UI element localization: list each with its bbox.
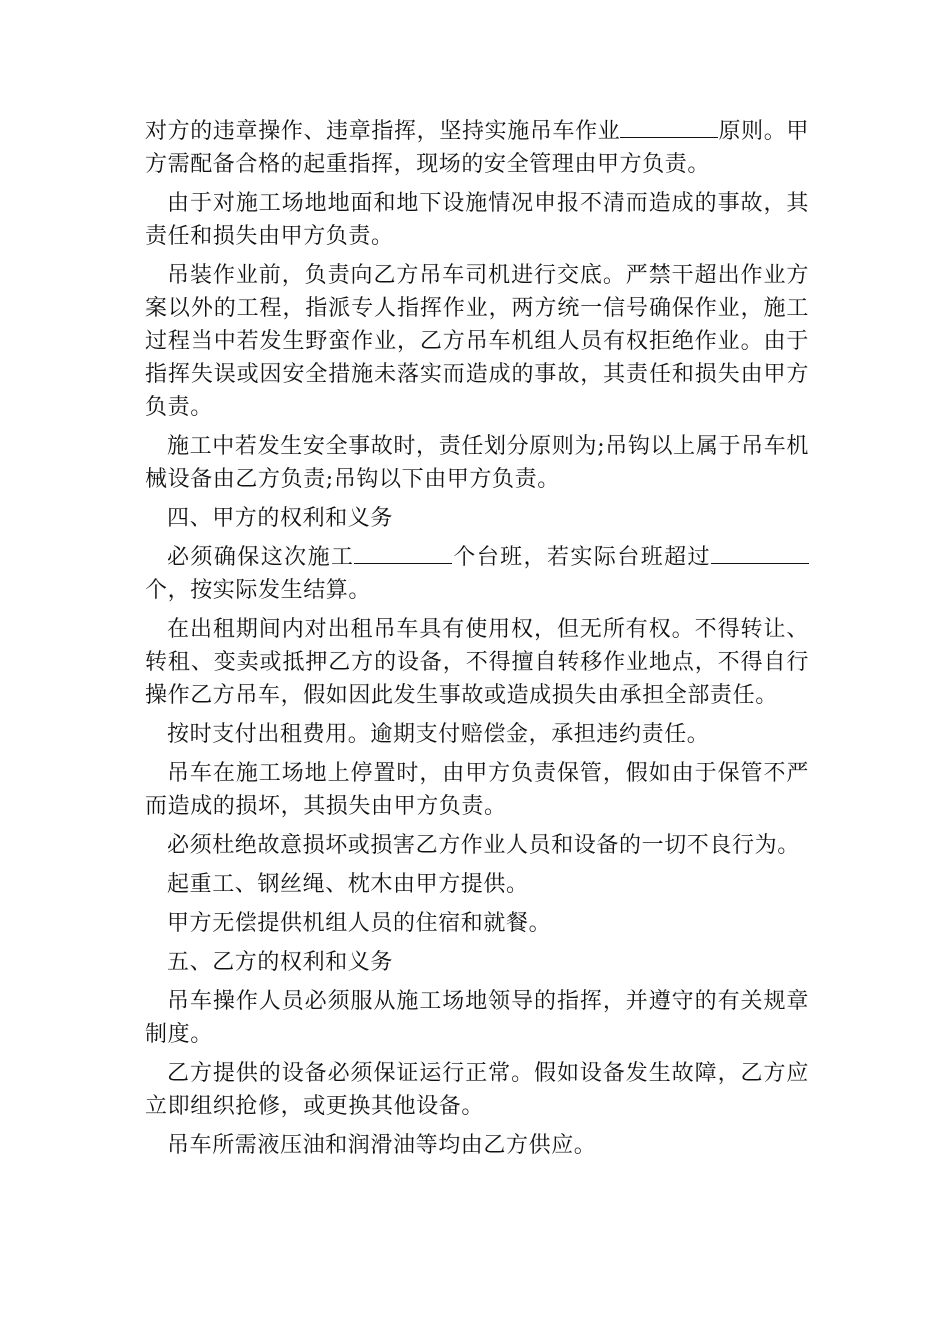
document-body: [145, 115, 809, 1168]
section-heading: 五、乙方的权利和义务: [167, 950, 394, 975]
paragraph: 吊车在施工场地上停置时，由甲方负责保管，假如由于保管不严而造成的损坏，其损失由甲方负责。: [145, 761, 809, 819]
paragraph-text: 必须确保这次施工: [167, 545, 355, 570]
paragraph: [145, 115, 809, 181]
paragraph: [145, 541, 809, 607]
paragraph-text: 对方的违章操作、违章指挥，坚持实施吊车作业: [145, 119, 621, 144]
paragraph: 按时支付出租费用。逾期支付赔偿金，承担违约责任。: [167, 722, 710, 747]
paragraph-text: 个，按实际发生结算。: [145, 578, 372, 603]
paragraph: 必须杜绝故意损坏或损害乙方作业人员和设备的一切不良行为。: [167, 833, 800, 858]
fill-in-blank: [620, 115, 718, 138]
paragraph: 乙方提供的设备必须保证运行正常。假如设备发生故障，乙方应立即组织抢修，或更换其他设备。: [145, 1061, 809, 1119]
fill-in-blank: [354, 541, 452, 564]
paragraph: 吊车操作人员必须服从施工场地领导的指挥，并遵守的有关规章制度。: [145, 989, 809, 1047]
paragraph: 在出租期间内对出租吊车具有使用权，但无所有权。不得转让、转租、变卖或抵押乙方的设备，不得擅自转移作业地点，不得自行操作乙方吊车，假如因此发生事故或造成损失由承担全部责任。: [145, 617, 809, 708]
paragraph-text: 原则。甲方需配备合格的起重指挥，现场的安全管理由甲方负责。: [145, 119, 809, 177]
paragraph: 甲方无偿提供机组人员的住宿和就餐。: [167, 911, 552, 936]
paragraph: 起重工、钢丝绳、枕木由甲方提供。: [167, 872, 529, 897]
paragraph-text: 个台班，若实际台班超过: [452, 545, 711, 570]
section-heading: 四、甲方的权利和义务: [167, 506, 394, 531]
paragraph: 由于对施工场地地面和地下设施情况申报不清而造成的事故，其责任和损失由甲方负责。: [145, 191, 809, 249]
fill-in-blank: [711, 541, 809, 564]
paragraph: 吊装作业前，负责向乙方吊车司机进行交底。严禁干超出作业方案以外的工程，指派专人指挥作业，两方统一信号确保作业，施工过程当中若发生野蛮作业，乙方吊车机组人员有权拒绝作业。由于指挥失误或因安全措施未落实而造成的事故，其责任和损失由甲方负责。: [145, 263, 809, 420]
paragraph: 施工中若发生安全事故时，责任划分原则为;吊钩以上属于吊车机械设备由乙方负责;吊钩以下由甲方负责。: [145, 434, 809, 492]
paragraph: 吊车所需液压油和润滑油等均由乙方供应。: [167, 1133, 597, 1158]
